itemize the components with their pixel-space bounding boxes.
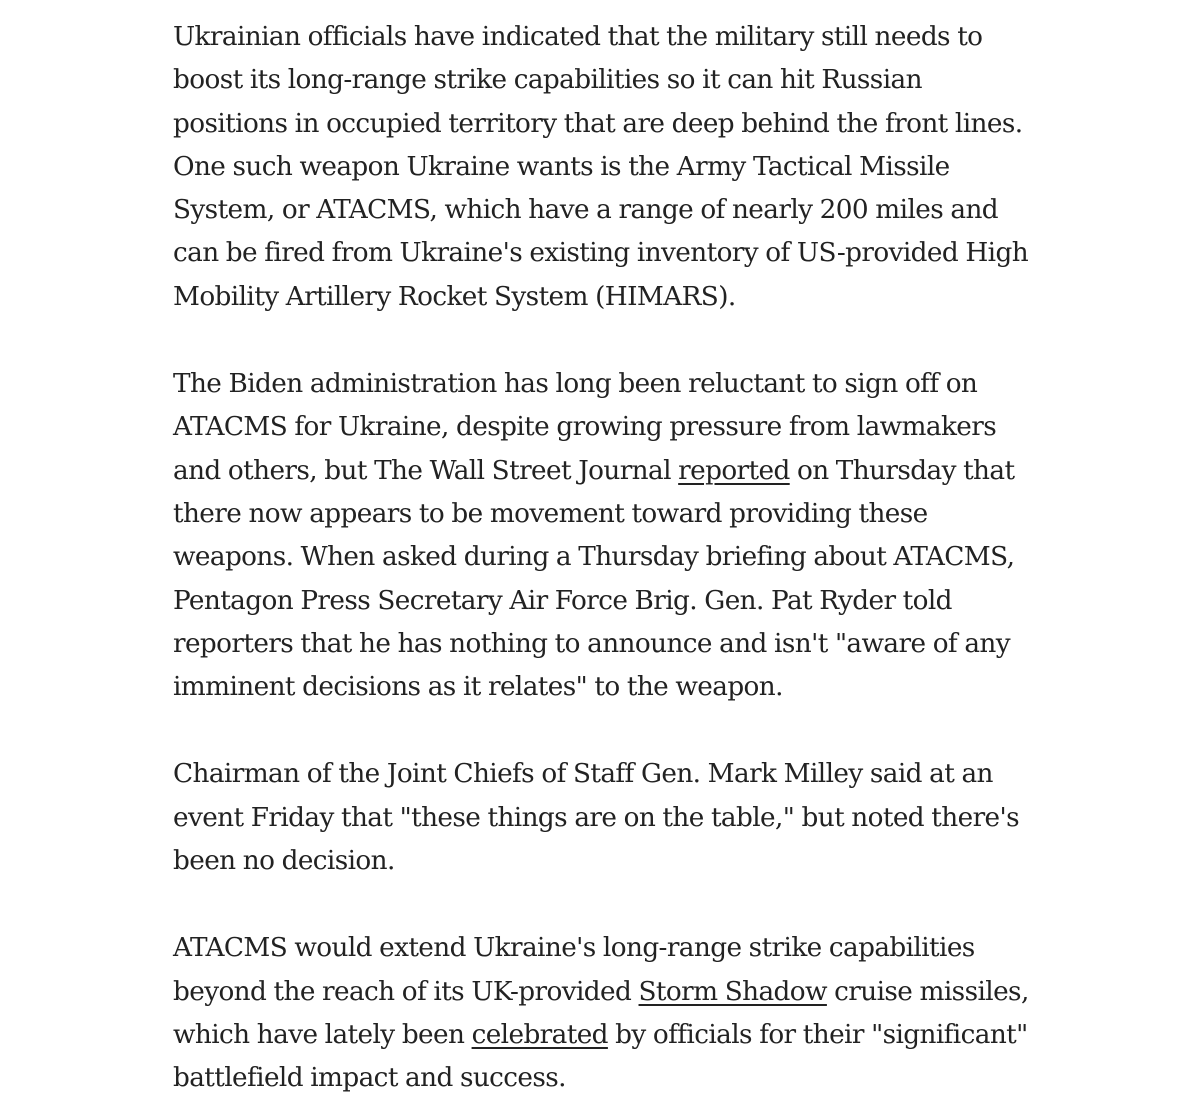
paragraph-4: [173, 927, 1033, 1100]
reported-link[interactable]: reported: [678, 455, 790, 486]
text-line: Chairman of the Joint Chiefs of Staff Gen. Mark Milley said at an: [173, 759, 993, 790]
text-line: positions in occupied territory that are deep behind the front lines.: [173, 108, 1023, 139]
text-line: Ukrainian officials have indicated that the military still needs to: [173, 22, 983, 52]
text-line: imminent decisions as it relates" to the weapon.: [173, 672, 783, 703]
text-line: ATACMS for Ukraine, despite growing pressure from lawmakers: [173, 412, 997, 443]
text-line: Pentagon Press Secretary Air Force Brig. Gen. Pat Ryder told: [173, 585, 952, 616]
text-line: been no decision.: [173, 846, 395, 877]
paragraph-3: [173, 753, 1033, 883]
text-line: can be fired from Ukraine's existing inventory of US-provided High: [173, 238, 1029, 269]
text-line: ATACMS would extend Ukraine's long-range strike capabilities: [173, 933, 975, 964]
text-fragment: cruise missiles,: [826, 976, 1029, 1007]
text-line: One such weapon Ukraine wants is the Army Tactical Missile: [173, 151, 950, 182]
text-line: The Biden administration has long been reluctant to sign off on: [173, 369, 978, 400]
text-line: event Friday that "these things are on the table," but noted there's: [173, 802, 1020, 833]
text-line: reporters that he has nothing to announce and isn't "aware of any: [173, 628, 1010, 659]
text-fragment: on Thursday that: [789, 455, 1015, 486]
text-line: boost its long-range strike capabilities so it can hit Russian: [173, 65, 922, 96]
text-line: Mobility Artillery Rocket System (HIMARS).: [173, 281, 736, 312]
text-line: System, or ATACMS, which have a range of nearly 200 miles and: [173, 195, 999, 226]
text-fragment: by officials for their "significant": [607, 1019, 1028, 1050]
text-fragment: and others, but The Wall Street Journal: [173, 455, 679, 486]
storm-shadow-link[interactable]: Storm Shadow: [638, 976, 827, 1007]
text-line: weapons. When asked during a Thursday briefing about ATACMS,: [173, 542, 1015, 573]
article-body: [173, 16, 1033, 1101]
text-fragment: which have lately been: [173, 1019, 472, 1050]
text-line: battlefield impact and success.: [173, 1063, 566, 1094]
celebrated-link[interactable]: celebrated: [471, 1019, 608, 1050]
text-line: there now appears to be movement toward providing these: [173, 498, 928, 529]
text-fragment: beyond the reach of its UK-provided: [173, 976, 639, 1007]
paragraph-1: [173, 16, 1033, 319]
paragraph-2: [173, 363, 1033, 709]
